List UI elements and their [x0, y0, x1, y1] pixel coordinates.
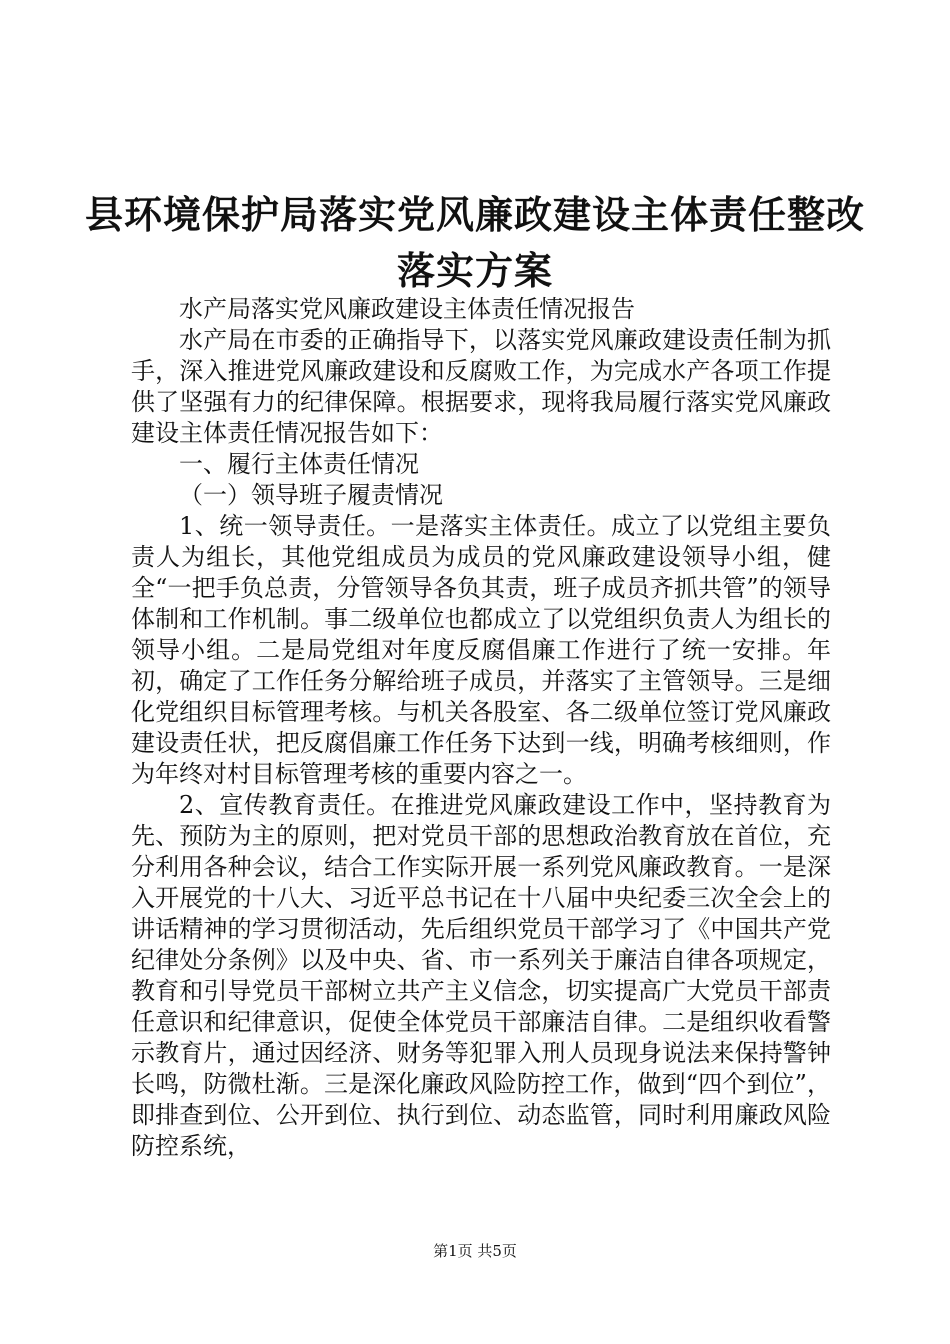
report-heading: 水产局落实党风廉政建设主体责任情况报告	[179, 295, 635, 323]
section-heading: 一、履行主体责任情况	[179, 450, 419, 478]
body-paragraph: 1、统一领导责任。一是落实主体责任。成立了以党组主要负责人为组长，其他党组成员为成员的党风廉政建设领导小组，健全“一把手负总责，分管领导各负其责，班子成员齐抓共管”的领导体制和工作机制。事二级单位也都成立了以党组织负责人为组长的领导小组。二是局党组对年度反腐倡廉工作进行了统一安排。年初，确定了工作任务分解给班子成员，并落实了主管领导。三是细化党组织目标管理考核。与机关各股室、各二级单位签订党风廉政建设责任状，把反腐倡廉工作任务下达到一线，明确考核细则，作为年终对村目标管理考核的重要内容之一。	[131, 512, 831, 788]
subsection-heading: （一）领导班子履责情况	[179, 481, 443, 509]
body-paragraph: 2、宣传教育责任。在推进党风廉政建设工作中，坚持教育为先、预防为主的原则，把对党员干部的思想政治教育放在首位，充分利用各种会议，结合工作实际开展一系列党风廉政教育。一是深入开展党的十八大、习近平总书记在十八届中央纪委三次全会上的讲话精神的学习贯彻活动，先后组织党员干部学习了《中国共产党纪律处分条例》以及中央、省、市一系列关于廉洁自律各项规定，教育和引导党员干部树立共产主义信念，切实提高广大党员干部责任意识和纪律意识，促使全体党员干部廉洁自律。二是组织收看警示教育片，通过因经济、财务等犯罪入刑人员现身说法来保持警钟长鸣，防微杜渐。三是深化廉政风险防控工作，做到“四个到位”，即排查到位、公开到位、执行到位、动态监管，同时利用廉政风险防控系统，	[131, 791, 831, 1160]
document-body	[131, 294, 831, 1162]
page-number-footer: 第1页 共5页	[433, 1242, 517, 1260]
document-title-line-1: 县环境保护局落实党风廉政建设主体责任整改	[84, 192, 865, 237]
intro-paragraph: 水产局在市委的正确指导下，以落实党风廉政建设责任制为抓手，深入推进党风廉政建设和反腐败工作，为完成水产各项工作提供了坚强有力的纪律保障。根据要求，现将我局履行落实党风廉政建设主体责任情况报告如下：	[131, 326, 831, 447]
document-title-line-2: 落实方案	[396, 248, 553, 293]
